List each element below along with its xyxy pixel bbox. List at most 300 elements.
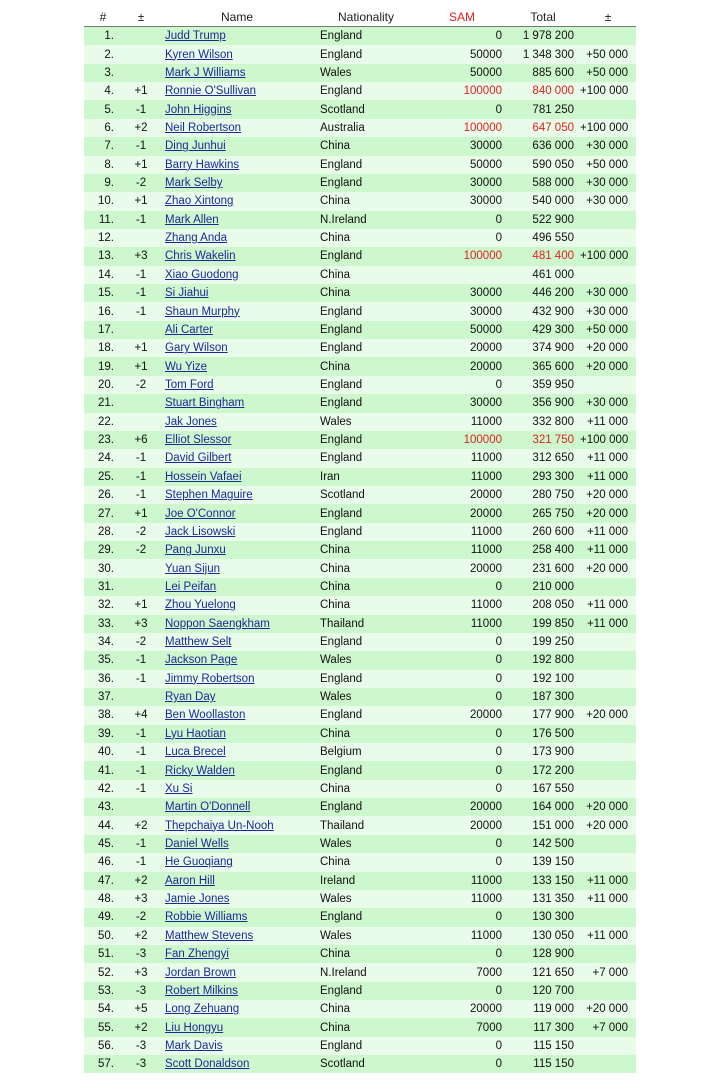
rank-cell: 12.: [84, 229, 122, 247]
player-name-cell[interactable]: [160, 449, 314, 467]
sam-cell: 11000: [418, 890, 506, 908]
sam-cell: 0: [418, 578, 506, 596]
total-cell: 120 700: [506, 982, 580, 1000]
rank-cell: 15.: [84, 284, 122, 302]
rank-cell: 36.: [84, 670, 122, 688]
player-link[interactable]: Jordan Brown: [165, 966, 236, 979]
player-link[interactable]: Ryan Day: [165, 691, 216, 704]
player-link[interactable]: Lei Peifan: [165, 580, 217, 593]
nationality-cell: England: [314, 174, 418, 192]
rank-cell: 35.: [84, 651, 122, 669]
rankings-table-container: [84, 8, 636, 1073]
player-link[interactable]: Fan Zhengyi: [165, 948, 229, 961]
total-cell: 332 800: [506, 413, 580, 431]
total-cell: 781 250: [506, 100, 580, 118]
rank-cell: 57.: [84, 1055, 122, 1073]
diff-cell: +20 000: [580, 486, 636, 504]
player-name-cell[interactable]: [160, 357, 314, 375]
rank-cell: 34.: [84, 633, 122, 651]
total-cell: 131 350: [506, 890, 580, 908]
player-name-cell[interactable]: [160, 816, 314, 834]
player-link[interactable]: Ricky Walden: [165, 764, 235, 777]
player-link[interactable]: Martin O'Donnell: [165, 801, 251, 814]
nationality-cell: Belgium: [314, 743, 418, 761]
total-cell: 128 900: [506, 945, 580, 963]
sam-cell: 20000: [418, 339, 506, 357]
player-name-cell[interactable]: [160, 45, 314, 63]
diff-cell: +100 000: [580, 82, 636, 100]
player-link[interactable]: Mark Davis: [165, 1039, 223, 1052]
total-cell: 133 150: [506, 872, 580, 890]
player-link[interactable]: Kyren Wilson: [165, 48, 233, 61]
nationality-cell: England: [314, 156, 418, 174]
player-name-cell[interactable]: [160, 1055, 314, 1073]
change-cell: +2: [122, 1018, 160, 1036]
player-link[interactable]: Yuan Sijun: [165, 562, 220, 575]
nationality-cell: China: [314, 578, 418, 596]
sam-cell: 0: [418, 376, 506, 394]
player-link[interactable]: Ali Carter: [165, 323, 213, 336]
player-link[interactable]: Zhao Xintong: [165, 195, 234, 208]
player-name-cell[interactable]: [160, 651, 314, 669]
nationality-cell: England: [314, 504, 418, 522]
rank-cell: 49.: [84, 908, 122, 926]
diff-cell: +11 000: [580, 927, 636, 945]
table-row: [84, 853, 636, 871]
diff-cell: +20 000: [580, 1000, 636, 1018]
player-name-cell[interactable]: [160, 486, 314, 504]
player-name-cell[interactable]: [160, 890, 314, 908]
rank-cell: 10.: [84, 192, 122, 210]
table-row: [84, 468, 636, 486]
table-row: [84, 413, 636, 431]
player-name-cell[interactable]: [160, 908, 314, 926]
rank-cell: 20.: [84, 376, 122, 394]
table-row: [84, 1000, 636, 1018]
nationality-cell: England: [314, 27, 418, 46]
player-link[interactable]: Shaun Murphy: [165, 305, 240, 318]
player-name-cell[interactable]: [160, 872, 314, 890]
change-cell: -1: [122, 211, 160, 229]
table-row: [84, 615, 636, 633]
table-row: [84, 486, 636, 504]
sam-cell: 0: [418, 835, 506, 853]
player-name-cell[interactable]: [160, 266, 314, 284]
player-link[interactable]: Gary Wilson: [165, 342, 228, 355]
diff-cell: [580, 1055, 636, 1073]
total-cell: 429 300: [506, 321, 580, 339]
player-link[interactable]: Stuart Bingham: [165, 397, 245, 410]
diff-cell: [580, 100, 636, 118]
diff-cell: [580, 1037, 636, 1055]
total-cell: 496 550: [506, 229, 580, 247]
change-cell: -2: [122, 523, 160, 541]
sam-cell: 0: [418, 1055, 506, 1073]
rank-cell: 55.: [84, 1018, 122, 1036]
player-link[interactable]: Mark Selby: [165, 177, 223, 190]
player-name-cell[interactable]: [160, 523, 314, 541]
player-name-cell[interactable]: [160, 615, 314, 633]
table-row: [84, 945, 636, 963]
diff-cell: +30 000: [580, 137, 636, 155]
total-cell: 647 050: [506, 119, 580, 137]
change-cell: +1: [122, 504, 160, 522]
player-name-cell[interactable]: [160, 100, 314, 118]
player-link[interactable]: Mark Allen: [165, 213, 219, 226]
player-name-cell[interactable]: [160, 927, 314, 945]
player-link[interactable]: Zhou Yuelong: [165, 599, 236, 612]
player-link[interactable]: Jak Jones: [165, 415, 217, 428]
sam-cell: 11000: [418, 927, 506, 945]
player-name-cell[interactable]: [160, 247, 314, 265]
total-cell: 164 000: [506, 798, 580, 816]
nationality-cell: Thailand: [314, 816, 418, 834]
diff-cell: [580, 376, 636, 394]
nationality-cell: China: [314, 1000, 418, 1018]
change-cell: -1: [122, 780, 160, 798]
player-name-cell[interactable]: [160, 376, 314, 394]
player-name-cell[interactable]: [160, 670, 314, 688]
nationality-cell: Wales: [314, 651, 418, 669]
player-link[interactable]: Tom Ford: [165, 379, 214, 391]
player-link[interactable]: Zhang Anda: [165, 232, 228, 245]
player-link[interactable]: He Guoqiang: [165, 856, 233, 869]
player-name-cell[interactable]: [160, 963, 314, 981]
change-cell: [122, 578, 160, 596]
player-link[interactable]: Jamie Jones: [165, 893, 230, 906]
nationality-cell: Wales: [314, 927, 418, 945]
player-name-cell[interactable]: [160, 27, 314, 46]
change-cell: -1: [122, 835, 160, 853]
player-name-cell[interactable]: [160, 321, 314, 339]
sam-cell: 0: [418, 633, 506, 651]
rankings-table: [84, 8, 636, 1073]
player-link[interactable]: Chris Wakelin: [165, 250, 236, 263]
sam-cell: 100000: [418, 82, 506, 100]
player-name-cell[interactable]: [160, 853, 314, 871]
table-row: [84, 119, 636, 137]
total-cell: 130 300: [506, 908, 580, 926]
player-name-cell[interactable]: [160, 413, 314, 431]
change-cell: +2: [122, 119, 160, 137]
diff-cell: +20 000: [580, 816, 636, 834]
player-link[interactable]: Aaron Hill: [165, 874, 215, 887]
player-name-cell[interactable]: [160, 725, 314, 743]
total-cell: 840 000: [506, 82, 580, 100]
change-cell: -1: [122, 761, 160, 779]
rank-cell: 3.: [84, 64, 122, 82]
player-name-cell[interactable]: [160, 64, 314, 82]
diff-cell: [580, 633, 636, 651]
total-cell: 356 900: [506, 394, 580, 412]
player-name-cell[interactable]: [160, 743, 314, 761]
nationality-cell: N.Ireland: [314, 963, 418, 981]
nationality-cell: China: [314, 266, 418, 284]
table-row: [84, 211, 636, 229]
player-name-cell[interactable]: [160, 339, 314, 357]
table-row: [84, 137, 636, 155]
change-cell: +4: [122, 706, 160, 724]
table-row: [84, 229, 636, 247]
table-row: [84, 339, 636, 357]
sam-cell: 50000: [418, 64, 506, 82]
total-cell: 481 400: [506, 247, 580, 265]
player-name-cell[interactable]: [160, 835, 314, 853]
table-row: [84, 27, 636, 46]
sam-cell: 0: [418, 1037, 506, 1055]
player-link[interactable]: Ben Woollaston: [165, 709, 246, 722]
diff-cell: [580, 761, 636, 779]
nationality-cell: Iran: [314, 468, 418, 486]
nationality-cell: England: [314, 633, 418, 651]
player-link[interactable]: Barry Hawkins: [165, 158, 240, 171]
total-cell: 172 200: [506, 761, 580, 779]
player-name-cell[interactable]: [160, 156, 314, 174]
rank-cell: 5.: [84, 100, 122, 118]
player-link[interactable]: Scott Donaldson: [165, 1058, 250, 1071]
nationality-cell: China: [314, 192, 418, 210]
diff-cell: +50 000: [580, 156, 636, 174]
rank-cell: 31.: [84, 578, 122, 596]
nationality-cell: England: [314, 908, 418, 926]
player-name-cell[interactable]: [160, 761, 314, 779]
table-row: [84, 872, 636, 890]
player-link[interactable]: Daniel Wells: [165, 837, 229, 850]
player-name-cell[interactable]: [160, 633, 314, 651]
player-name-cell[interactable]: [160, 1000, 314, 1018]
player-name-cell[interactable]: [160, 688, 314, 706]
change-cell: -1: [122, 449, 160, 467]
sam-cell: 11000: [418, 449, 506, 467]
player-name-cell[interactable]: [160, 229, 314, 247]
player-link[interactable]: Luca Brecel: [165, 746, 226, 759]
player-name-cell[interactable]: [160, 431, 314, 449]
player-link[interactable]: Jackson Page: [165, 654, 238, 667]
player-name-cell[interactable]: [160, 578, 314, 596]
header-diff: ±: [580, 8, 636, 27]
player-link[interactable]: Xu Si: [165, 782, 193, 795]
change-cell: [122, 413, 160, 431]
change-cell: [122, 229, 160, 247]
player-link[interactable]: Lyu Haotian: [165, 727, 226, 740]
player-link[interactable]: Robert Milkins: [165, 984, 238, 997]
player-link[interactable]: Neil Robertson: [165, 121, 242, 134]
sam-cell: 0: [418, 688, 506, 706]
rank-cell: 14.: [84, 266, 122, 284]
player-name-cell[interactable]: [160, 559, 314, 577]
nationality-cell: England: [314, 523, 418, 541]
diff-cell: +11 000: [580, 523, 636, 541]
total-cell: 130 050: [506, 927, 580, 945]
total-cell: 142 500: [506, 835, 580, 853]
table-row: [84, 743, 636, 761]
player-link[interactable]: Mark J Williams: [165, 66, 246, 79]
player-link[interactable]: David Gilbert: [165, 452, 232, 465]
diff-cell: [580, 982, 636, 1000]
player-link[interactable]: Jack Lisowski: [165, 525, 236, 538]
rank-cell: 41.: [84, 761, 122, 779]
nationality-cell: England: [314, 394, 418, 412]
diff-cell: [580, 743, 636, 761]
player-name-cell[interactable]: [160, 211, 314, 229]
sam-cell: 7000: [418, 1018, 506, 1036]
header-name: Name: [160, 8, 314, 27]
table-row: [84, 247, 636, 265]
table-row: [84, 1055, 636, 1073]
total-cell: 208 050: [506, 596, 580, 614]
diff-cell: +7 000: [580, 963, 636, 981]
rank-cell: 54.: [84, 1000, 122, 1018]
nationality-cell: China: [314, 357, 418, 375]
total-cell: 432 900: [506, 302, 580, 320]
total-cell: 119 000: [506, 1000, 580, 1018]
diff-cell: [580, 229, 636, 247]
player-name-cell[interactable]: [160, 284, 314, 302]
change-cell: -1: [122, 651, 160, 669]
table-row: [84, 780, 636, 798]
total-cell: 260 600: [506, 523, 580, 541]
nationality-cell: England: [314, 431, 418, 449]
player-link[interactable]: Xiao Guodong: [165, 268, 239, 281]
total-cell: 199 850: [506, 615, 580, 633]
change-cell: -1: [122, 266, 160, 284]
nationality-cell: England: [314, 1037, 418, 1055]
diff-cell: +100 000: [580, 431, 636, 449]
player-link[interactable]: Joe O'Connor: [165, 507, 236, 520]
diff-cell: +30 000: [580, 394, 636, 412]
player-link[interactable]: Long Zehuang: [165, 1003, 240, 1016]
player-name-cell[interactable]: [160, 394, 314, 412]
sam-cell: 20000: [418, 798, 506, 816]
player-name-cell[interactable]: [160, 982, 314, 1000]
nationality-cell: Scotland: [314, 1055, 418, 1073]
total-cell: 115 150: [506, 1055, 580, 1073]
table-row: [84, 431, 636, 449]
diff-cell: [580, 27, 636, 46]
diff-cell: +20 000: [580, 706, 636, 724]
player-name-cell[interactable]: [160, 174, 314, 192]
sam-cell: 7000: [418, 963, 506, 981]
player-name-cell[interactable]: [160, 1018, 314, 1036]
table-row: [84, 835, 636, 853]
player-link[interactable]: Matthew Selt: [165, 636, 232, 649]
rankings-body: [84, 27, 636, 1074]
sam-cell: 20000: [418, 486, 506, 504]
sam-cell: 0: [418, 853, 506, 871]
player-link[interactable]: Liu Hongyu: [165, 1021, 224, 1034]
player-link[interactable]: Ronnie O'Sullivan: [165, 85, 257, 98]
player-link[interactable]: Robbie Williams: [165, 911, 248, 924]
diff-cell: +11 000: [580, 541, 636, 559]
player-link[interactable]: Ding Junhui: [165, 140, 226, 153]
nationality-cell: China: [314, 1018, 418, 1036]
player-link[interactable]: Elliot Slessor: [165, 434, 232, 447]
player-link[interactable]: John Higgins: [165, 103, 232, 116]
player-name-cell[interactable]: [160, 945, 314, 963]
change-cell: -1: [122, 100, 160, 118]
player-name-cell[interactable]: [160, 302, 314, 320]
total-cell: 265 750: [506, 504, 580, 522]
change-cell: -1: [122, 284, 160, 302]
player-name-cell[interactable]: [160, 119, 314, 137]
table-row: [84, 982, 636, 1000]
table-row: [84, 688, 636, 706]
sam-cell: 0: [418, 908, 506, 926]
player-link[interactable]: Wu Yize: [165, 360, 207, 373]
player-name-cell[interactable]: [160, 596, 314, 614]
diff-cell: [580, 835, 636, 853]
change-cell: +1: [122, 339, 160, 357]
rank-cell: 26.: [84, 486, 122, 504]
sam-cell: 20000: [418, 504, 506, 522]
player-link[interactable]: Jimmy Robertson: [165, 672, 255, 685]
nationality-cell: China: [314, 853, 418, 871]
sam-cell: 0: [418, 945, 506, 963]
rank-cell: 44.: [84, 816, 122, 834]
rank-cell: 11.: [84, 211, 122, 229]
rank-cell: 39.: [84, 725, 122, 743]
change-cell: [122, 798, 160, 816]
table-row: [84, 816, 636, 834]
player-name-cell[interactable]: [160, 468, 314, 486]
diff-cell: +7 000: [580, 1018, 636, 1036]
player-name-cell[interactable]: [160, 706, 314, 724]
player-link[interactable]: Pang Junxu: [165, 544, 226, 557]
change-cell: +6: [122, 431, 160, 449]
diff-cell: +20 000: [580, 798, 636, 816]
rank-cell: 37.: [84, 688, 122, 706]
table-row: [84, 192, 636, 210]
total-cell: 210 000: [506, 578, 580, 596]
player-link[interactable]: Stephen Maguire: [165, 489, 253, 502]
total-cell: 280 750: [506, 486, 580, 504]
rank-cell: 13.: [84, 247, 122, 265]
total-cell: 139 150: [506, 853, 580, 871]
player-name-cell[interactable]: [160, 541, 314, 559]
player-name-cell[interactable]: [160, 192, 314, 210]
player-name-cell[interactable]: [160, 137, 314, 155]
nationality-cell: Ireland: [314, 872, 418, 890]
player-name-cell[interactable]: [160, 780, 314, 798]
sam-cell: 30000: [418, 284, 506, 302]
change-cell: -1: [122, 486, 160, 504]
sam-cell: 30000: [418, 302, 506, 320]
player-link[interactable]: Thepchaiya Un-Nooh: [165, 819, 274, 832]
total-cell: 167 550: [506, 780, 580, 798]
player-link[interactable]: Judd Trump: [165, 30, 226, 43]
rank-cell: 24.: [84, 449, 122, 467]
nationality-cell: China: [314, 284, 418, 302]
player-link[interactable]: Matthew Stevens: [165, 929, 254, 942]
table-row: [84, 64, 636, 82]
player-name-cell[interactable]: [160, 798, 314, 816]
player-name-cell[interactable]: [160, 504, 314, 522]
header-rank: #: [84, 8, 122, 27]
rank-cell: 7.: [84, 137, 122, 155]
player-name-cell[interactable]: [160, 1037, 314, 1055]
player-link[interactable]: Hossein Vafaei: [165, 470, 242, 483]
diff-cell: +11 000: [580, 615, 636, 633]
rank-cell: 46.: [84, 853, 122, 871]
player-link[interactable]: Si Jiahui: [165, 287, 209, 300]
diff-cell: +100 000: [580, 119, 636, 137]
player-name-cell[interactable]: [160, 82, 314, 100]
player-link[interactable]: Noppon Saengkham: [165, 617, 270, 630]
total-cell: 176 500: [506, 725, 580, 743]
diff-cell: +11 000: [580, 449, 636, 467]
diff-cell: +30 000: [580, 192, 636, 210]
table-row: [84, 761, 636, 779]
